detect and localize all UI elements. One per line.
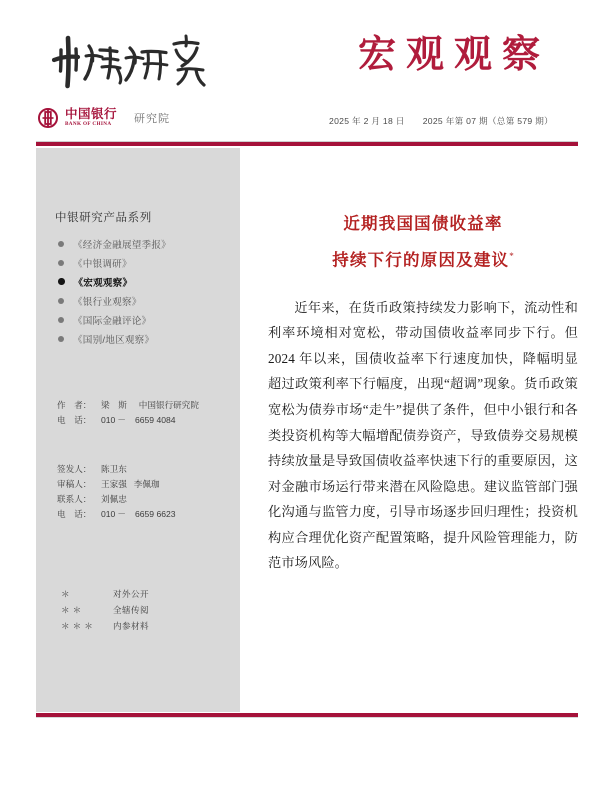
institute-label: 研究院 — [134, 113, 171, 126]
reviewer-name-primary: 王家强 — [101, 479, 127, 489]
note-star-marker: ＊＊ — [61, 605, 85, 615]
sidebar-item-label: 《国际金融评论》 — [73, 315, 152, 327]
author-label: 作 者： — [57, 400, 92, 410]
contact-label: 联系人： — [57, 494, 92, 504]
reviewer-row — [57, 477, 237, 492]
issuer-row — [57, 462, 237, 477]
issue-line — [300, 115, 582, 127]
note-text: 对外公开 — [113, 589, 149, 599]
sidebar-item-label: 《国别/地区观察》 — [73, 334, 155, 346]
phone-area-code: 010 — [101, 415, 116, 425]
title-line-2: 持续下行的原因及建议 — [332, 250, 510, 270]
note-row — [61, 602, 149, 618]
sidebar-panel — [36, 148, 240, 712]
note-text: 内参材料 — [113, 621, 149, 631]
page-title — [268, 216, 578, 269]
bullet-icon — [58, 298, 64, 304]
title-line-2-wrapper — [268, 252, 578, 269]
distribution-notes — [61, 586, 149, 634]
bullet-icon — [58, 317, 64, 323]
sidebar-item-macro-observation[interactable] — [58, 272, 233, 291]
author-info-block — [57, 398, 237, 428]
bullet-icon — [58, 260, 64, 266]
signoff-info-block — [57, 462, 237, 522]
sidebar-item-label: 《中银调研》 — [73, 258, 132, 270]
product-series-list — [58, 234, 233, 348]
publication-date: 2025 年 2 月 18 日 — [329, 116, 405, 126]
page-header — [0, 0, 612, 142]
note-star-marker: ＊＊＊ — [61, 621, 96, 631]
phone-number: 6659 4084 — [134, 415, 176, 425]
boc-emblem-icon — [38, 108, 58, 128]
sidebar-item-economic-outlook[interactable] — [58, 234, 233, 253]
phone-number: 6659 6623 — [134, 509, 176, 519]
sidebar-item-boc-survey[interactable] — [58, 253, 233, 272]
bullet-icon — [58, 336, 64, 342]
sidebar-item-label: 《银行业观察》 — [73, 296, 142, 308]
boc-name-cn: 中国银行 — [65, 107, 118, 121]
header-divider-rule — [36, 141, 578, 146]
contact-row — [57, 492, 237, 507]
phone-dash: － — [117, 415, 126, 425]
author-phone-row — [57, 413, 237, 428]
sidebar-item-country-region-observation[interactable] — [58, 329, 233, 348]
contact-phone-row — [57, 507, 237, 522]
note-text: 全辖传阅 — [113, 605, 149, 615]
masthead-title: 宏观观察 — [357, 34, 550, 76]
issuer-name: 陈卫东 — [101, 464, 127, 474]
author-name: 梁 斯 — [101, 400, 127, 410]
sidebar-item-banking-observation[interactable] — [58, 291, 233, 310]
sidebar-item-label: 《经济金融展望季报》 — [73, 239, 171, 251]
note-row — [61, 586, 149, 602]
note-star-marker: ＊ — [61, 589, 73, 599]
phone-area-code: 010 — [101, 509, 116, 519]
author-organization: 中国银行研究院 — [138, 400, 199, 410]
phone-label: 电 话： — [57, 509, 92, 519]
reviewer-name-secondary: 李佩珈 — [133, 479, 160, 489]
issue-number: 2025 年第 07 期（总第 579 期） — [422, 116, 553, 126]
phone-label: 电 话： — [57, 415, 92, 425]
abstract-paragraph: 近年来，在货币政策持续发力影响下，流动性和利率环境相对宽松，带动国债收益率同步下行。但 2024 年以来，国债收益率下行速度加快，降幅明显超过政策利率下行幅度，出现“超调”现象。货币政策宽松为债券市场“走牛”提供了条件，但中小银行和各类投资机构等大幅增配债券资产，导致债券交易规模持续放量是导致国债收益率快速下行的重要原因，这对金融市场运行带来潜在风险隐患。建议监管部门强化沟通与监管力度，引导市场逐步回归理性；投资机构应合理优化资产配置策略，提升风险管理能力，防范市场风险。 — [268, 299, 578, 571]
sidebar-item-intl-finance-review[interactable] — [58, 310, 233, 329]
series-heading: 中银研究产品系列 — [55, 212, 152, 224]
bank-of-china-logo — [38, 108, 170, 128]
bullet-icon — [58, 241, 64, 247]
note-row — [61, 618, 149, 634]
footnote-marker: * — [509, 250, 514, 261]
bullet-icon — [58, 278, 65, 285]
contact-name: 刘佩忠 — [101, 494, 127, 504]
boc-wordmark — [65, 108, 117, 128]
reviewer-label: 审稿人： — [57, 479, 92, 489]
footer-divider-rule — [36, 713, 578, 718]
zhongyin-research-calligraphy-logo — [48, 30, 216, 92]
issuer-label: 签发人： — [57, 464, 92, 474]
main-content — [268, 205, 578, 589]
sidebar-item-label: 《宏观观察》 — [73, 277, 133, 289]
phone-dash: － — [117, 509, 126, 519]
boc-name-en: BANK OF CHINA — [65, 121, 112, 127]
author-row — [57, 398, 237, 413]
title-line-1: 近期我国国债收益率 — [343, 214, 503, 234]
